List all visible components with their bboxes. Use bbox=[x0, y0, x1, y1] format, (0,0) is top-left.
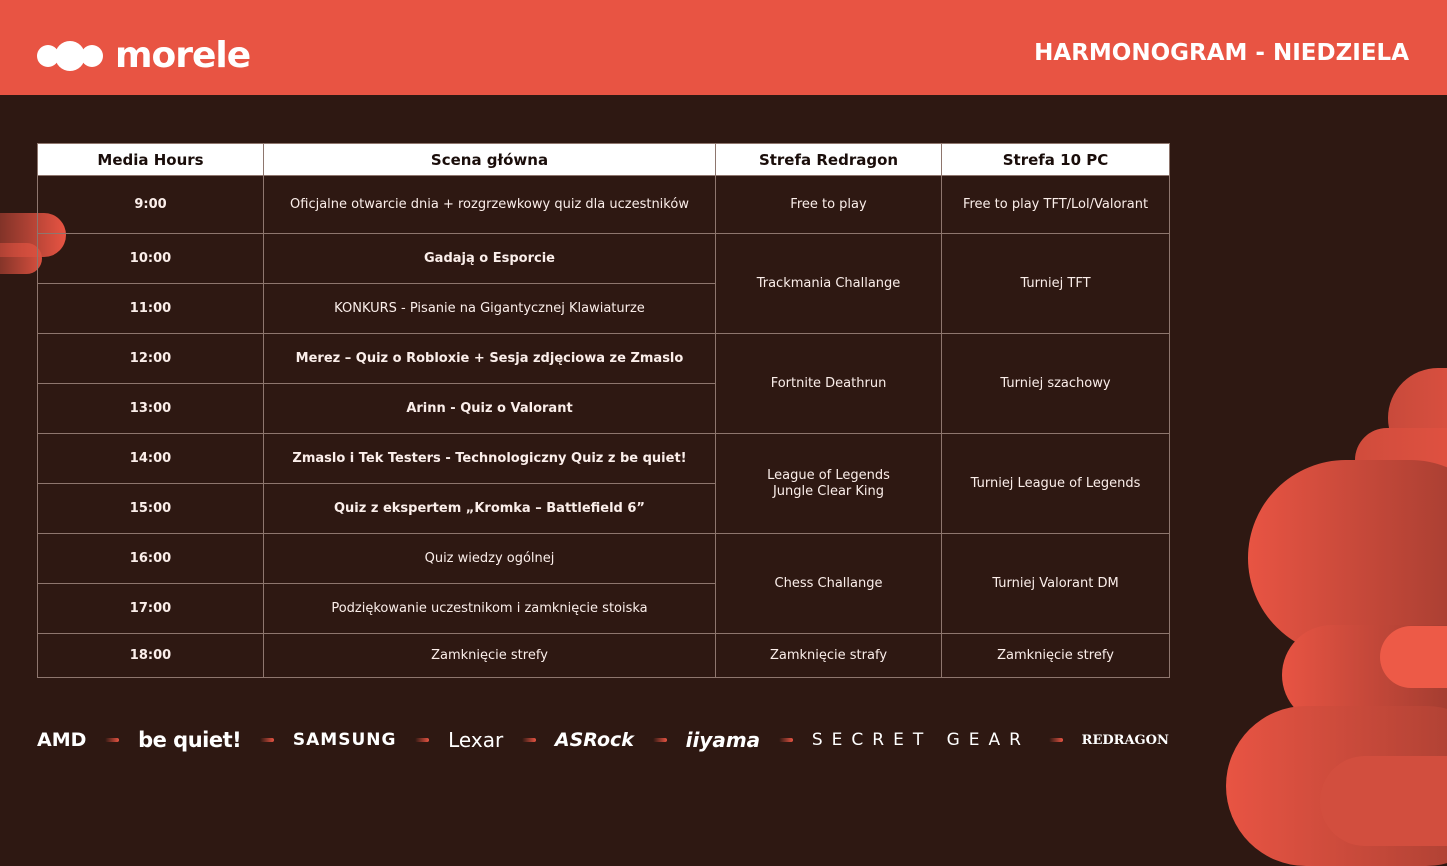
redragon-cell bbox=[716, 434, 942, 534]
be-quiet-logo: be quiet! bbox=[138, 728, 242, 752]
time-cell: 17:00 bbox=[38, 584, 264, 634]
decor-shape-right-5 bbox=[1380, 626, 1447, 688]
column-header-media-hours: Media Hours bbox=[38, 144, 264, 176]
table-row bbox=[38, 534, 1170, 584]
redragon-logo: REDRAGON bbox=[1081, 732, 1169, 748]
header-bar bbox=[0, 0, 1447, 95]
page-title: HARMONOGRAM - NIEDZIELA bbox=[1034, 40, 1409, 66]
amd-logo: AMD bbox=[37, 729, 87, 751]
time-cell: 12:00 bbox=[38, 334, 264, 384]
time-cell: 15:00 bbox=[38, 484, 264, 534]
table-row bbox=[38, 234, 1170, 284]
redragon-cell: Free to play bbox=[716, 176, 942, 234]
morele-logo bbox=[37, 36, 250, 76]
table-row bbox=[38, 176, 1170, 234]
column-header-redragon: Strefa Redragon bbox=[716, 144, 942, 176]
main-stage-cell: Zamknięcie strefy bbox=[264, 634, 716, 678]
main-stage-cell: Quiz z ekspertem „Kromka – Battlefield 6” bbox=[264, 484, 716, 534]
decor-shape-right-7 bbox=[1320, 756, 1447, 846]
secret-gear-logo: SECRET GEAR bbox=[811, 730, 1030, 750]
pc10-cell: Free to play TFT/Lol/Valorant bbox=[942, 176, 1170, 234]
logo-dots-icon bbox=[37, 41, 103, 71]
main-stage-cell: KONKURS - Pisanie na Gigantycznej Klawiaturze bbox=[264, 284, 716, 334]
time-cell: 11:00 bbox=[38, 284, 264, 334]
time-cell: 10:00 bbox=[38, 234, 264, 284]
separator bbox=[105, 738, 119, 742]
pc10-cell: Turniej Valorant DM bbox=[942, 534, 1170, 634]
table-header-row bbox=[38, 144, 1170, 176]
separator bbox=[653, 738, 667, 742]
time-cell: 16:00 bbox=[38, 534, 264, 584]
time-cell: 9:00 bbox=[38, 176, 264, 234]
redragon-cell: Zamknięcie strafy bbox=[716, 634, 942, 678]
time-cell: 14:00 bbox=[38, 434, 264, 484]
lexar-logo: Lexar bbox=[448, 728, 504, 752]
main-stage-cell: Podziękowanie uczestnikom i zamknięcie stoiska bbox=[264, 584, 716, 634]
sponsor-logos bbox=[37, 720, 1169, 760]
main-stage-cell: Arinn - Quiz o Valorant bbox=[264, 384, 716, 434]
pc10-cell: Turniej szachowy bbox=[942, 334, 1170, 434]
redragon-cell: Fortnite Deathrun bbox=[716, 334, 942, 434]
redragon-cell-line: Jungle Clear King bbox=[772, 483, 885, 499]
main-stage-cell: Quiz wiedzy ogólnej bbox=[264, 534, 716, 584]
redragon-cell-line: League of Legends bbox=[767, 467, 890, 483]
separator bbox=[415, 738, 429, 742]
table-row bbox=[38, 634, 1170, 678]
table-row bbox=[38, 434, 1170, 484]
pc10-cell: Turniej League of Legends bbox=[942, 434, 1170, 534]
redragon-cell: Trackmania Challange bbox=[716, 234, 942, 334]
separator bbox=[779, 738, 793, 742]
decor-shape-left-small bbox=[0, 243, 42, 274]
time-cell: 13:00 bbox=[38, 384, 264, 434]
time-cell: 18:00 bbox=[38, 634, 264, 678]
asrock-logo: ASRock bbox=[554, 729, 634, 751]
pc10-cell: Turniej TFT bbox=[942, 234, 1170, 334]
main-stage-cell: Zmaslo i Tek Testers - Technologiczny Quiz z be quiet! bbox=[264, 434, 716, 484]
schedule-table bbox=[37, 143, 1170, 678]
main-stage-cell: Gadają o Esporcie bbox=[264, 234, 716, 284]
column-header-10pc: Strefa 10 PC bbox=[942, 144, 1170, 176]
samsung-logo: SAMSUNG bbox=[292, 730, 397, 750]
separator bbox=[522, 738, 536, 742]
iiyama-logo: iiyama bbox=[685, 728, 761, 752]
main-stage-cell: Merez – Quiz o Robloxie + Sesja zdjęciowa ze Zmaslo bbox=[264, 334, 716, 384]
redragon-cell: Chess Challange bbox=[716, 534, 942, 634]
pc10-cell: Zamknięcie strefy bbox=[942, 634, 1170, 678]
table-row bbox=[38, 334, 1170, 384]
separator bbox=[1049, 738, 1063, 742]
logo-text: morele bbox=[115, 35, 251, 76]
separator bbox=[260, 738, 274, 742]
main-stage-cell: Oficjalne otwarcie dnia + rozgrzewkowy quiz dla uczestników bbox=[264, 176, 716, 234]
column-header-main-stage: Scena główna bbox=[264, 144, 716, 176]
